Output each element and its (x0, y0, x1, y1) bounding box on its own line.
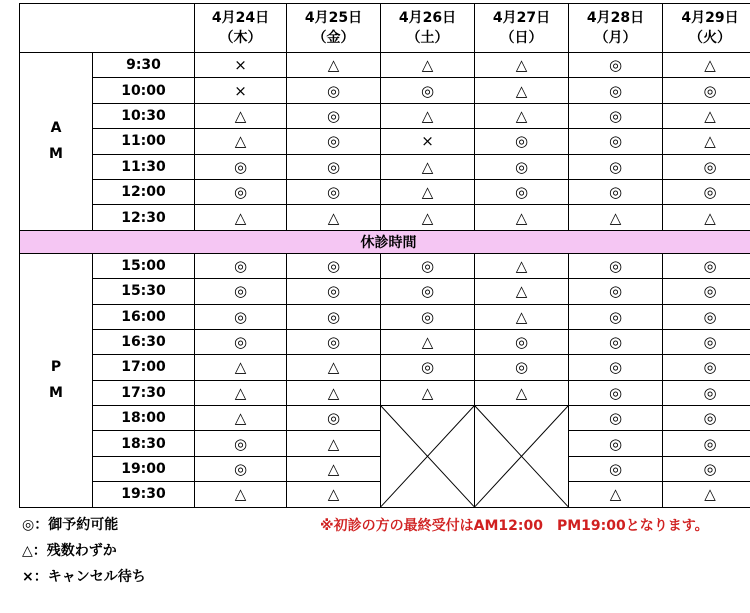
availability-cell: △ (663, 53, 750, 78)
header-row (20, 4, 750, 53)
time-slot-row (20, 103, 750, 128)
availability-cell: ◎ (475, 329, 569, 354)
availability-cell: ◎ (569, 129, 663, 154)
availability-cell: ◎ (287, 78, 381, 103)
period-label (20, 253, 93, 507)
time-slot-row (20, 355, 750, 380)
availability-cell: × (195, 53, 287, 78)
availability-cell: ◎ (569, 406, 663, 431)
first-visit-note: ※初診の方の最終受付はAM12:00 PM19:00となります。 (320, 518, 709, 534)
availability-cell: △ (475, 304, 569, 329)
availability-cell: ◎ (569, 304, 663, 329)
availability-cell: △ (381, 179, 475, 204)
availability-cell: ◎ (287, 304, 381, 329)
time-slot-row (20, 279, 750, 304)
time-cell: 11:30 (93, 154, 195, 179)
time-cell: 10:00 (93, 78, 195, 103)
period-letter: M (49, 146, 63, 163)
availability-cell: ◎ (287, 129, 381, 154)
availability-cell: ◎ (569, 431, 663, 456)
availability-cell: ◎ (569, 253, 663, 278)
availability-cell: △ (195, 103, 287, 128)
availability-cell: ◎ (381, 253, 475, 278)
availability-cell: △ (663, 103, 750, 128)
availability-cell: △ (569, 482, 663, 507)
time-cell: 9:30 (93, 53, 195, 78)
reservation-table (19, 3, 750, 508)
availability-cell: ◎ (287, 329, 381, 354)
time-slot-row (20, 129, 750, 154)
availability-cell: △ (381, 205, 475, 230)
availability-cell: ◎ (663, 279, 750, 304)
availability-cell: △ (475, 253, 569, 278)
availability-cell: ◎ (663, 406, 750, 431)
availability-cell: ◎ (195, 253, 287, 278)
break-row (20, 230, 750, 253)
availability-cell: ◎ (287, 406, 381, 431)
availability-cell: △ (475, 279, 569, 304)
time-slot-row (20, 179, 750, 204)
availability-cell: ◎ (663, 380, 750, 405)
time-slot-row (20, 253, 750, 278)
day-date: 4月25日 (304, 10, 363, 26)
day-weekday: （火） (689, 30, 731, 46)
period-letter: P (50, 359, 62, 376)
day-header (195, 4, 287, 53)
availability-cell: ◎ (663, 78, 750, 103)
day-weekday: （日） (500, 30, 543, 46)
availability-cell: ◎ (569, 380, 663, 405)
period-letter: A (50, 120, 62, 137)
availability-cell: △ (195, 205, 287, 230)
time-cell: 18:00 (93, 406, 195, 431)
availability-cell: ◎ (195, 431, 287, 456)
availability-cell: ◎ (663, 179, 750, 204)
availability-cell: ◎ (475, 154, 569, 179)
day-date: 4月27日 (492, 10, 551, 26)
day-weekday: （金） (312, 30, 355, 46)
availability-cell: △ (195, 482, 287, 507)
availability-cell: △ (381, 103, 475, 128)
availability-cell: △ (287, 380, 381, 405)
availability-cell: △ (381, 329, 475, 354)
day-date: 4月26日 (398, 10, 457, 26)
availability-cell: ◎ (381, 304, 475, 329)
availability-cell: ◎ (569, 103, 663, 128)
availability-cell: ◎ (475, 179, 569, 204)
availability-cell: ◎ (381, 355, 475, 380)
availability-cell: ◎ (663, 329, 750, 354)
time-slot-row (20, 78, 750, 103)
availability-cell: △ (195, 129, 287, 154)
availability-cell: △ (287, 355, 381, 380)
availability-cell: ◎ (663, 456, 750, 481)
time-slot-row (20, 154, 750, 179)
availability-cell: × (381, 129, 475, 154)
availability-cell: ◎ (195, 154, 287, 179)
period-letter: M (49, 385, 63, 402)
break-label: 休診時間 (20, 230, 750, 253)
availability-cell: △ (195, 355, 287, 380)
availability-cell: ◎ (663, 431, 750, 456)
time-slot-row (20, 406, 750, 431)
availability-cell: ◎ (569, 279, 663, 304)
day-weekday: （木） (219, 30, 262, 46)
availability-cell: ◎ (475, 355, 569, 380)
cross-out-icon (475, 406, 568, 507)
legend-available: ◎：御予約可能 (22, 517, 119, 533)
day-header (569, 4, 663, 53)
time-slot-row (20, 53, 750, 78)
availability-cell: △ (381, 53, 475, 78)
time-slot-row (20, 329, 750, 354)
day-header (381, 4, 475, 53)
availability-cell: ◎ (381, 279, 475, 304)
availability-cell: △ (663, 205, 750, 230)
availability-cell: △ (475, 53, 569, 78)
time-cell: 12:30 (93, 205, 195, 230)
availability-cell: ◎ (663, 253, 750, 278)
availability-cell: △ (663, 129, 750, 154)
availability-cell: ◎ (569, 78, 663, 103)
availability-cell: ◎ (287, 103, 381, 128)
availability-cell: ◎ (287, 154, 381, 179)
availability-cell: ◎ (663, 304, 750, 329)
time-cell: 18:30 (93, 431, 195, 456)
time-cell: 19:30 (93, 482, 195, 507)
time-cell: 16:30 (93, 329, 195, 354)
time-cell: 16:00 (93, 304, 195, 329)
corner-cell (20, 4, 195, 53)
availability-cell: △ (475, 380, 569, 405)
availability-cell: ◎ (287, 179, 381, 204)
availability-cell: ◎ (381, 78, 475, 103)
day-date: 4月24日 (211, 10, 270, 26)
time-cell: 19:00 (93, 456, 195, 481)
availability-cell: ◎ (195, 304, 287, 329)
availability-cell: △ (663, 482, 750, 507)
availability-cell: ◎ (663, 154, 750, 179)
availability-cell: ◎ (569, 154, 663, 179)
availability-cell: △ (381, 154, 475, 179)
day-header (287, 4, 381, 53)
availability-cell: △ (287, 431, 381, 456)
availability-cell: ◎ (569, 355, 663, 380)
availability-cell: ◎ (195, 279, 287, 304)
cross-out-icon (381, 406, 474, 507)
day-weekday: （土） (406, 30, 449, 46)
availability-cell: ◎ (287, 279, 381, 304)
day-weekday: （月） (594, 30, 637, 46)
availability-cell: △ (195, 406, 287, 431)
time-cell: 15:00 (93, 253, 195, 278)
availability-cell: ◎ (569, 329, 663, 354)
day-date: 4月29日 (681, 10, 739, 26)
time-cell: 10:30 (93, 103, 195, 128)
availability-cell: ◎ (195, 179, 287, 204)
availability-cell: △ (287, 456, 381, 481)
day-header (475, 4, 569, 53)
time-cell: 11:00 (93, 129, 195, 154)
availability-cell: ◎ (569, 53, 663, 78)
time-cell: 12:00 (93, 179, 195, 204)
availability-cell: △ (475, 78, 569, 103)
time-slot-row (20, 304, 750, 329)
day-date: 4月28日 (586, 10, 645, 26)
availability-cell: ◎ (287, 253, 381, 278)
legend-waitlist: ×：キャンセル待ち (22, 569, 146, 585)
period-label (20, 53, 93, 231)
availability-cell: △ (475, 205, 569, 230)
time-cell: 17:00 (93, 355, 195, 380)
time-cell: 17:30 (93, 380, 195, 405)
availability-cell: △ (287, 482, 381, 507)
availability-cell: △ (287, 205, 381, 230)
closed-cell (381, 406, 475, 508)
availability-cell: × (195, 78, 287, 103)
availability-cell: △ (475, 103, 569, 128)
time-slot-row (20, 205, 750, 230)
closed-cell (475, 406, 569, 508)
time-cell: 15:30 (93, 279, 195, 304)
availability-cell: ◎ (195, 456, 287, 481)
day-header (663, 4, 750, 53)
availability-cell: ◎ (475, 129, 569, 154)
availability-cell: △ (569, 205, 663, 230)
time-slot-row (20, 380, 750, 405)
availability-cell: ◎ (569, 179, 663, 204)
availability-cell: △ (287, 53, 381, 78)
availability-cell: ◎ (569, 456, 663, 481)
availability-cell: △ (195, 380, 287, 405)
legend-few-left: △：残数わずか (22, 543, 117, 559)
availability-cell: ◎ (195, 329, 287, 354)
availability-cell: △ (381, 380, 475, 405)
availability-cell: ◎ (663, 355, 750, 380)
